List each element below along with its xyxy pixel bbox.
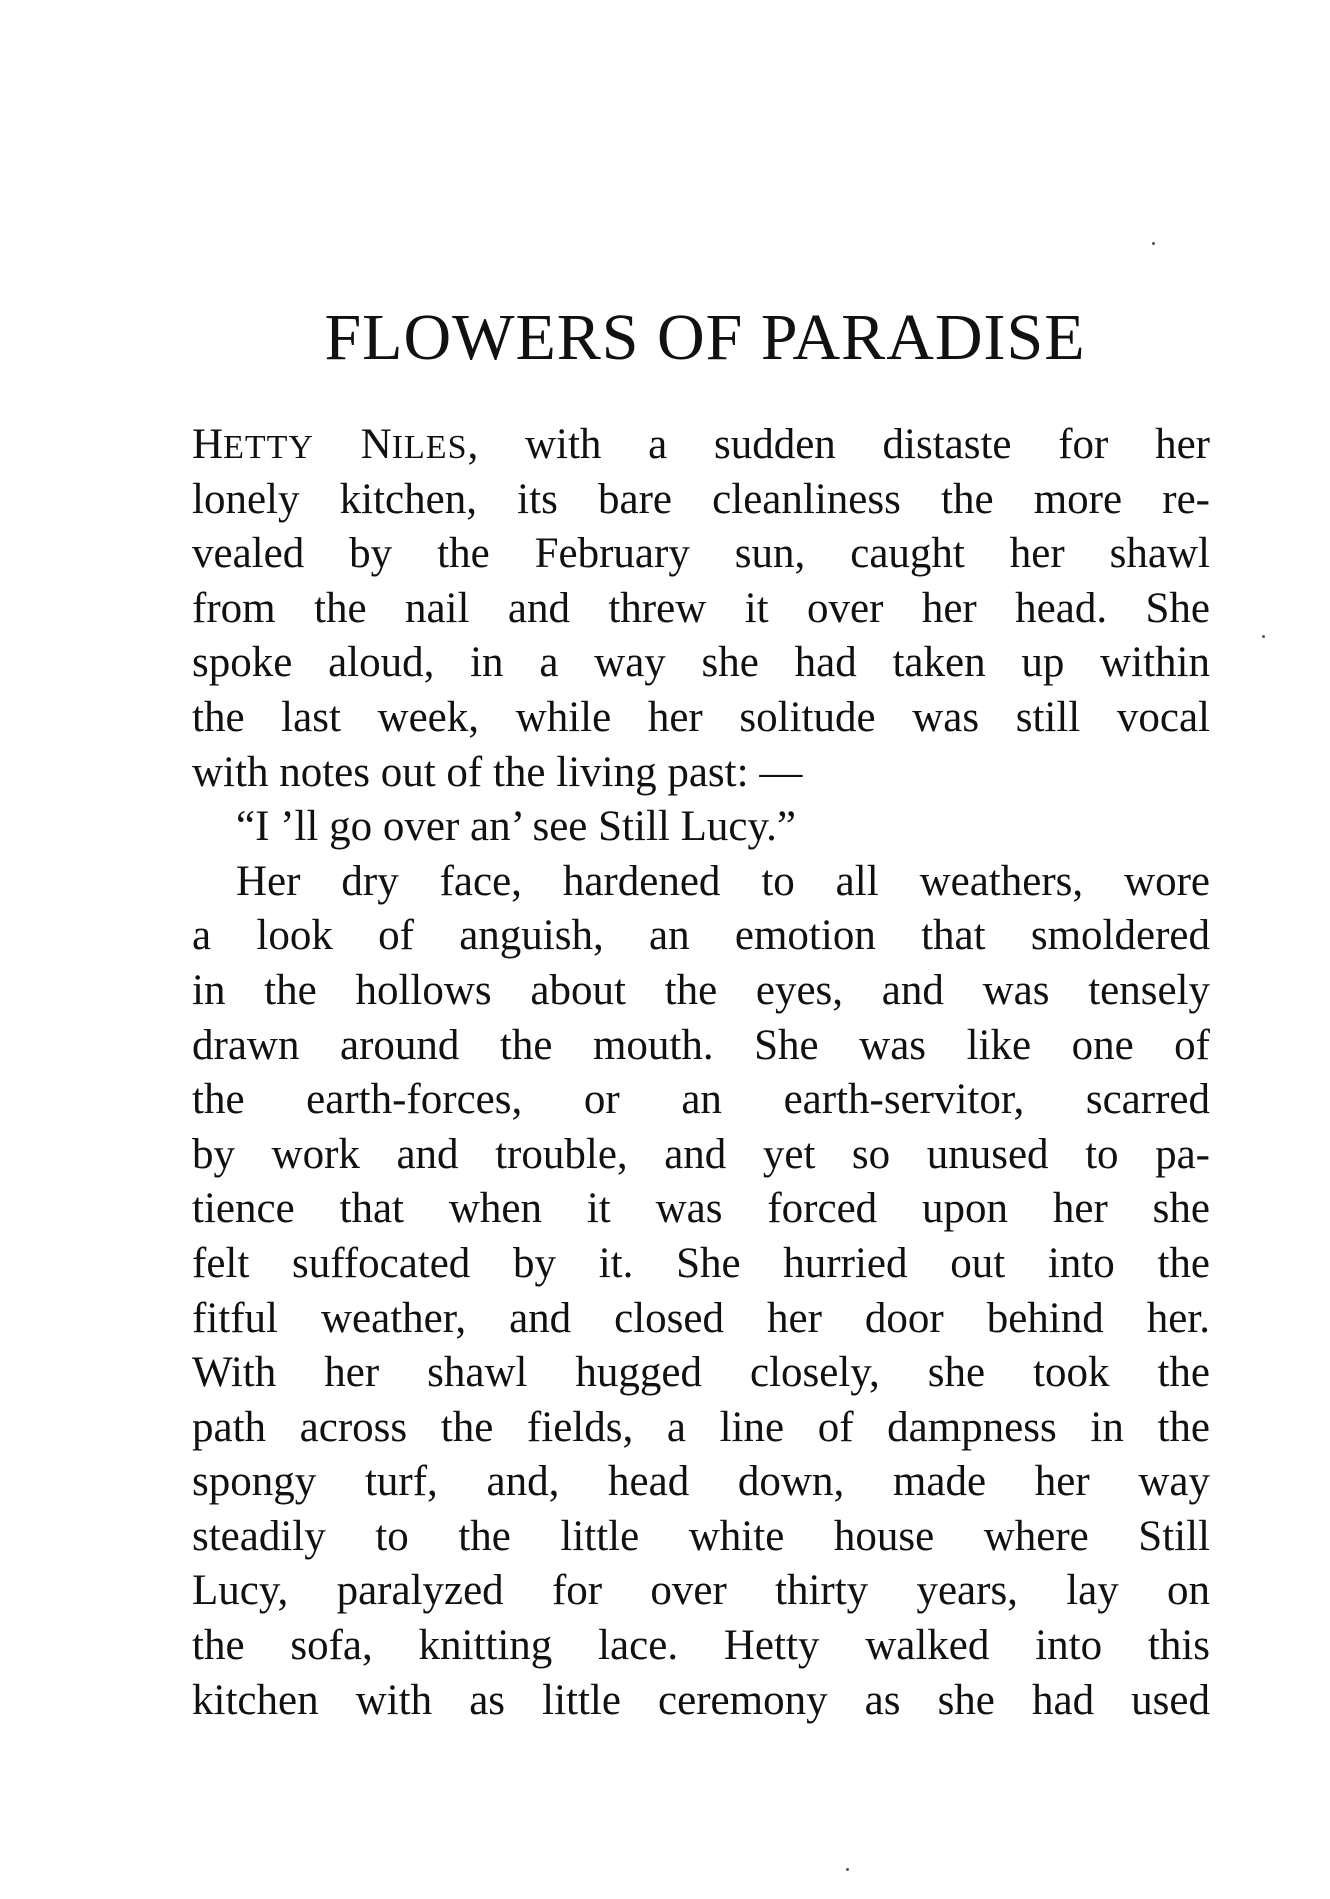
- text-line: the last week, while her solitude was still vocal: [192, 693, 1210, 741]
- text-line: fitful weather, and closed her door behind her.: [192, 1294, 1210, 1342]
- text-line: spongy turf, and, head down, made her way: [192, 1458, 1210, 1506]
- text-line: by work and trouble, and yet so unused to pa-: [192, 1130, 1210, 1178]
- text-line: spoke aloud, in a way she had taken up within: [192, 639, 1210, 687]
- body-text: [192, 418, 1210, 1728]
- text-line: “I ’ll go over an’ see Still Lucy.”: [236, 803, 796, 851]
- chapter-title: FLOWERS OF PARADISE: [324, 301, 1086, 374]
- text-line: felt suffocated by it. She hurried out into the: [192, 1239, 1210, 1287]
- text-line: path across the fields, a line of dampness in the: [192, 1403, 1210, 1451]
- text-line: from the nail and threw it over her head. She: [192, 584, 1210, 632]
- text-line: the sofa, knitting lace. Hetty walked into this: [192, 1622, 1210, 1670]
- text-line: drawn around the mouth. She was like one of: [192, 1021, 1210, 1069]
- text-line: With her shawl hugged closely, she took the: [192, 1349, 1210, 1397]
- text-line: steadily to the little white house where Still: [192, 1512, 1210, 1560]
- text-line: kitchen with as little ceremony as she had used: [192, 1676, 1210, 1724]
- text-line: a look of anguish, an emotion that smoldered: [192, 912, 1210, 960]
- text-line: tience that when it was forced upon her she: [192, 1185, 1210, 1233]
- text-line: Lucy, paralyzed for over thirty years, lay on: [192, 1567, 1210, 1615]
- scan-speck: [1152, 242, 1155, 245]
- scan-speck: [846, 1868, 849, 1871]
- text-line: the earth-forces, or an earth-servitor, scarred: [192, 1076, 1210, 1124]
- text-line: vealed by the February sun, caught her shawl: [192, 530, 1210, 578]
- scan-speck: [1262, 635, 1265, 638]
- text-line: in the hollows about the eyes, and was tensely: [192, 966, 1210, 1014]
- text-line: Her dry face, hardened to all weathers, wore: [236, 857, 1210, 905]
- text-line: lonely kitchen, its bare cleanliness the more re-: [192, 475, 1210, 523]
- text-line: with notes out of the living past: —: [192, 748, 803, 796]
- text-line: HETTY NILES, with a sudden distaste for her: [192, 421, 1211, 468]
- opening-small-caps-name: HETTY NILES: [192, 421, 468, 468]
